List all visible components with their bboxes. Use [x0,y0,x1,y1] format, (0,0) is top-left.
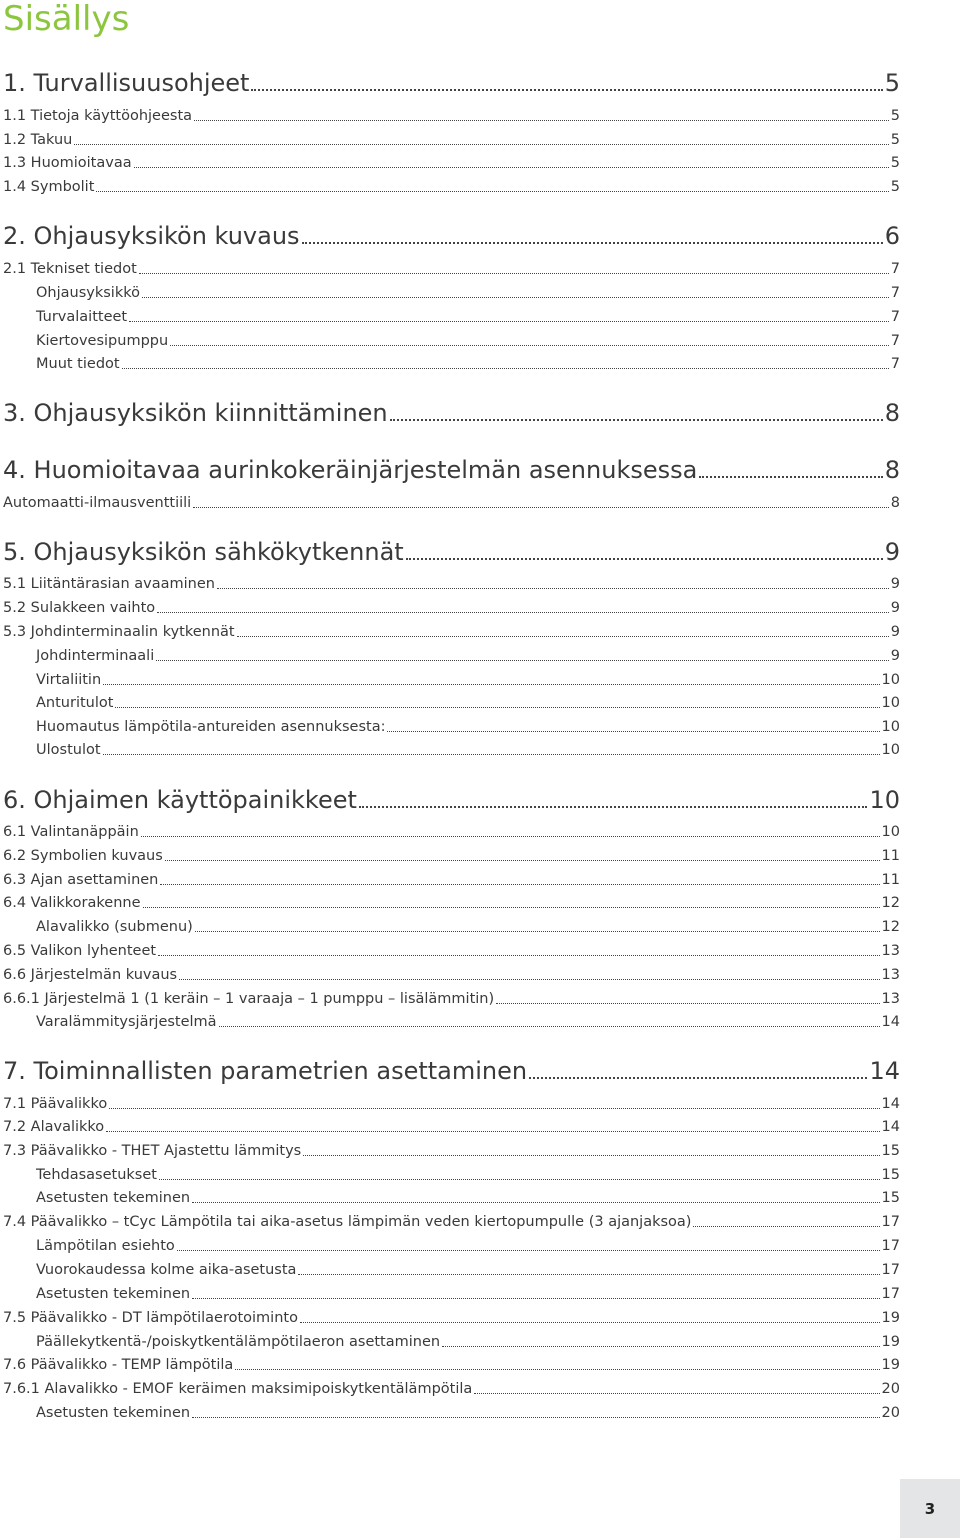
toc-entry-page-number: 20 [881,1381,900,1397]
toc-entry-page-number: 17 [881,1286,900,1302]
dot-leader [474,1379,879,1399]
toc-chapter-entry[interactable] [3,68,900,98]
toc-section-entry[interactable] [36,917,900,937]
toc-entry-label: 6. Ohjaimen käyttöpainikkeet [3,786,357,814]
toc-entry-page-number: 10 [881,695,900,711]
dot-leader [496,989,879,1009]
toc-entry-label: 1.2 Takuu [3,132,73,148]
toc-entry-page-number: 7 [890,356,900,372]
dot-leader [235,1355,879,1375]
dot-leader [106,1117,879,1137]
toc-entry-page-number: 6 [884,222,900,250]
toc-section-entry[interactable] [36,1403,900,1423]
toc-section-entry[interactable] [3,574,900,594]
toc-entry-label: 2.1 Tekniset tiedot [3,261,137,277]
toc-entry-label: 6.6 Järjestelmän kuvaus [3,967,178,983]
dot-leader [156,646,889,666]
dot-leader [300,1308,880,1328]
toc-entry-page-number: 17 [881,1214,900,1230]
toc-entry-page-number: 10 [881,719,900,735]
toc-entry-page-number: 8 [884,399,900,427]
toc-section-entry[interactable] [36,1260,900,1280]
dot-leader [103,670,879,690]
toc-entry-label: Alavalikko (submenu) [36,919,193,935]
toc-section-entry[interactable] [3,822,900,842]
toc-entry-label: 7.4 Päävalikko – tCyc Lämpötila tai aika-asetus lämpimän veden kiertopumpulle (3 ajanjaksoa) [3,1214,692,1230]
dot-leader [298,1260,879,1280]
toc-section-entry[interactable] [3,1117,900,1137]
toc-entry-label: 7.5 Päävalikko - DT lämpötilaerotoiminto [3,1310,298,1326]
toc-entry-page-number: 15 [881,1167,900,1183]
toc-entry-label: Asetusten tekeminen [36,1286,191,1302]
toc-entry-label: Anturitulot [36,695,114,711]
dot-leader [237,622,889,642]
dot-leader [699,455,882,485]
toc-entry-page-number: 14 [869,1057,900,1085]
dot-leader [195,917,880,937]
toc-entry-page-number: 7 [890,261,900,277]
dot-leader [170,331,889,351]
toc-section-entry[interactable] [3,1308,900,1328]
toc-section-entry[interactable] [3,177,900,197]
toc-entry-label: Virtaliitin [36,672,102,688]
toc-section-entry[interactable] [36,646,900,666]
page-title: Sisällys [3,0,130,39]
toc-entry-page-number: 13 [881,967,900,983]
toc-entry-page-number: 12 [881,919,900,935]
toc-entry-label: Lämpötilan esiehto [36,1238,175,1254]
toc-entry-page-number: 10 [881,672,900,688]
toc-section-entry[interactable] [36,740,900,760]
toc-section-entry[interactable] [3,870,900,890]
toc-entry-page-number: 17 [881,1238,900,1254]
toc-entry-label: Vuorokaudessa kolme aika-asetusta [36,1262,297,1278]
dot-leader [158,941,879,961]
toc-entry-page-number: 9 [890,600,900,616]
dot-leader [219,1012,880,1032]
toc-entry-label: 7.3 Päävalikko - THET Ajastettu lämmitys [3,1143,302,1159]
toc-entry-label: 5. Ohjausyksikön sähkökytkennät [3,538,404,566]
toc-entry-label: Päällekytkentä-/poiskytkentälämpötilaeron asettaminen [36,1334,441,1350]
toc-section-entry[interactable] [3,1094,900,1114]
toc-chapter-entry[interactable] [3,537,900,567]
toc-section-entry[interactable] [3,153,900,173]
toc-entry-label: 5.1 Liitäntärasian avaaminen [3,576,215,592]
toc-entry-label: Automaatti-ilmausventtiili [3,495,192,511]
toc-entry-page-number: 10 [881,824,900,840]
toc-section-entry[interactable] [36,1332,900,1352]
toc-entry-page-number: 14 [881,1119,900,1135]
toc-section-entry[interactable] [36,1236,900,1256]
toc-section-entry[interactable] [36,354,900,374]
toc-section-entry[interactable] [36,717,900,737]
toc-section-entry[interactable] [3,493,900,513]
toc-section-entry[interactable] [36,1165,900,1185]
toc-entry-page-number: 7 [890,333,900,349]
toc-entry-page-number: 9 [890,648,900,664]
toc-entry-page-number: 14 [881,1014,900,1030]
toc-entry-label: Johdinterminaali [36,648,155,664]
toc-entry-page-number: 19 [881,1334,900,1350]
toc-section-entry[interactable] [3,1379,900,1399]
dot-leader [217,574,889,594]
toc-chapter-entry[interactable] [3,455,900,485]
toc-section-entry[interactable] [3,846,900,866]
dot-leader [143,893,880,913]
toc-entry-label: 6.5 Valikon lyhenteet [3,943,157,959]
dot-leader [693,1212,879,1232]
toc-section-entry[interactable] [36,693,900,713]
dot-leader [179,965,879,985]
toc-section-entry[interactable] [3,965,900,985]
toc-entry-label: Muut tiedot [36,356,120,372]
dot-leader [387,717,879,737]
toc-entry-label: 2. Ohjausyksikön kuvaus [3,222,300,250]
dot-leader [134,153,889,173]
toc-entry-page-number: 11 [881,848,900,864]
toc-entry-page-number: 9 [884,538,900,566]
toc-entry-label: 1. Turvallisuusohjeet [3,69,250,97]
toc-entry-label: Asetusten tekeminen [36,1405,191,1421]
toc-section-entry[interactable] [36,283,900,303]
toc-chapter-entry[interactable] [3,1056,900,1086]
dot-leader [302,221,883,251]
dot-leader [194,106,889,126]
toc-entry-page-number: 10 [869,786,900,814]
toc-entry-page-number: 15 [881,1190,900,1206]
dot-leader [96,177,888,197]
toc-entry-page-number: 17 [881,1262,900,1278]
toc-chapter-entry[interactable] [3,398,900,428]
toc-entry-page-number: 7 [890,309,900,325]
toc-entry-label: Varalämmitysjärjestelmä [36,1014,217,1030]
dot-leader [142,283,889,303]
toc-entry-label: Ohjausyksikkö [36,285,140,301]
toc-entry-label: 7. Toiminnallisten parametrien asettaminen [3,1057,528,1085]
toc-section-entry[interactable] [3,893,900,913]
toc-entry-page-number: 13 [881,991,900,1007]
toc-entry-label: 5.3 Johdinterminaalin kytkennät [3,624,235,640]
dot-leader [251,68,882,98]
toc-section-entry[interactable] [3,941,900,961]
dot-leader [192,1188,879,1208]
toc-section-entry[interactable] [3,1212,900,1232]
dot-leader [157,598,889,618]
toc-entry-label: 7.1 Päävalikko [3,1096,108,1112]
toc-section-entry[interactable] [36,1188,900,1208]
dot-leader [122,354,889,374]
toc-entry-label: 6.3 Ajan asettaminen [3,872,159,888]
dot-leader [165,846,880,866]
toc-entry-label: Tehdasasetukset [36,1167,157,1183]
toc-entry-label: 1.3 Huomioitavaa [3,155,132,171]
toc-entry-page-number: 5 [884,69,900,97]
dot-leader [359,785,868,815]
toc-entry-label: 4. Huomioitavaa aurinkokeräinjärjestelmän asennuksessa [3,456,698,484]
dot-leader [74,130,888,150]
toc-entry-label: 7.2 Alavalikko [3,1119,105,1135]
toc-section-entry[interactable] [3,598,900,618]
toc-entry-page-number: 9 [890,624,900,640]
dot-leader [177,1236,880,1256]
toc-entry-page-number: 8 [884,456,900,484]
toc-section-entry[interactable] [3,130,900,150]
toc-entry-page-number: 11 [881,872,900,888]
dot-leader [390,398,883,428]
toc-entry-label: Huomautus lämpötila-antureiden asennuksesta: [36,719,386,735]
toc-entry-page-number: 14 [881,1096,900,1112]
toc-entry-label: 1.4 Symbolit [3,179,95,195]
toc-entry-page-number: 9 [890,576,900,592]
toc-chapter-entry[interactable] [3,785,900,815]
toc-entry-label: 6.4 Valikkorakenne [3,895,141,911]
dot-leader [160,870,879,890]
toc-section-entry[interactable] [3,259,900,279]
toc-entry-page-number: 5 [890,155,900,171]
toc-entry-page-number: 20 [881,1405,900,1421]
toc-entry-page-number: 15 [881,1143,900,1159]
toc-entry-page-number: 8 [890,495,900,511]
toc-entry-page-number: 13 [881,943,900,959]
dot-leader [442,1332,879,1352]
toc-section-entry[interactable] [3,622,900,642]
toc-entry-page-number: 19 [881,1357,900,1373]
toc-section-entry[interactable] [3,1141,900,1161]
toc-entry-page-number: 5 [890,132,900,148]
toc-section-entry[interactable] [3,106,900,126]
toc-chapter-entry[interactable] [3,221,900,251]
toc-entry-page-number: 7 [890,285,900,301]
dot-leader [109,1094,879,1114]
dot-leader [159,1165,880,1185]
page-number: 3 [924,1499,936,1518]
toc-entry-label: 6.2 Symbolien kuvaus [3,848,163,864]
dot-leader [139,259,889,279]
toc-section-entry[interactable] [36,670,900,690]
dot-leader [129,307,889,327]
dot-leader [406,537,883,567]
toc-entry-page-number: 10 [881,742,900,758]
toc-entry-page-number: 12 [881,895,900,911]
toc-entry-label: 3. Ohjausyksikön kiinnittäminen [3,399,388,427]
toc-entry-label: 7.6.1 Alavalikko - EMOF keräimen maksimipoiskytkentälämpötila [3,1381,473,1397]
toc-entry-page-number: 5 [890,108,900,124]
toc-entry-label: 6.6.1 Järjestelmä 1 (1 keräin – 1 varaaja – 1 pumppu – lisälämmitin) [3,991,495,1007]
toc-section-entry[interactable] [3,1355,900,1375]
dot-leader [529,1056,867,1086]
toc-entry-page-number: 19 [881,1310,900,1326]
toc-entry-label: Asetusten tekeminen [36,1190,191,1206]
dot-leader [193,493,889,513]
toc-section-entry[interactable] [36,307,900,327]
toc-entry-label: 1.1 Tietoja käyttöohjeesta [3,108,193,124]
toc-entry-label: 5.2 Sulakkeen vaihto [3,600,156,616]
toc-entry-label: Turvalaitteet [36,309,128,325]
toc-section-entry[interactable] [3,989,900,1009]
toc-entry-label: Kiertovesipumppu [36,333,169,349]
toc-entry-page-number: 5 [890,179,900,195]
toc-entry-label: Ulostulot [36,742,101,758]
dot-leader [192,1284,879,1304]
toc-entry-label: 7.6 Päävalikko - TEMP lämpötila [3,1357,234,1373]
toc-entry-label: 6.1 Valintanäppäin [3,824,139,840]
page-number-badge [900,1479,960,1538]
dot-leader [141,822,880,842]
dot-leader [103,740,880,760]
dot-leader [115,693,879,713]
toc-section-entry[interactable] [36,1284,900,1304]
toc-section-entry[interactable] [36,1012,900,1032]
dot-leader [303,1141,879,1161]
toc-section-entry[interactable] [36,331,900,351]
dot-leader [192,1403,879,1423]
